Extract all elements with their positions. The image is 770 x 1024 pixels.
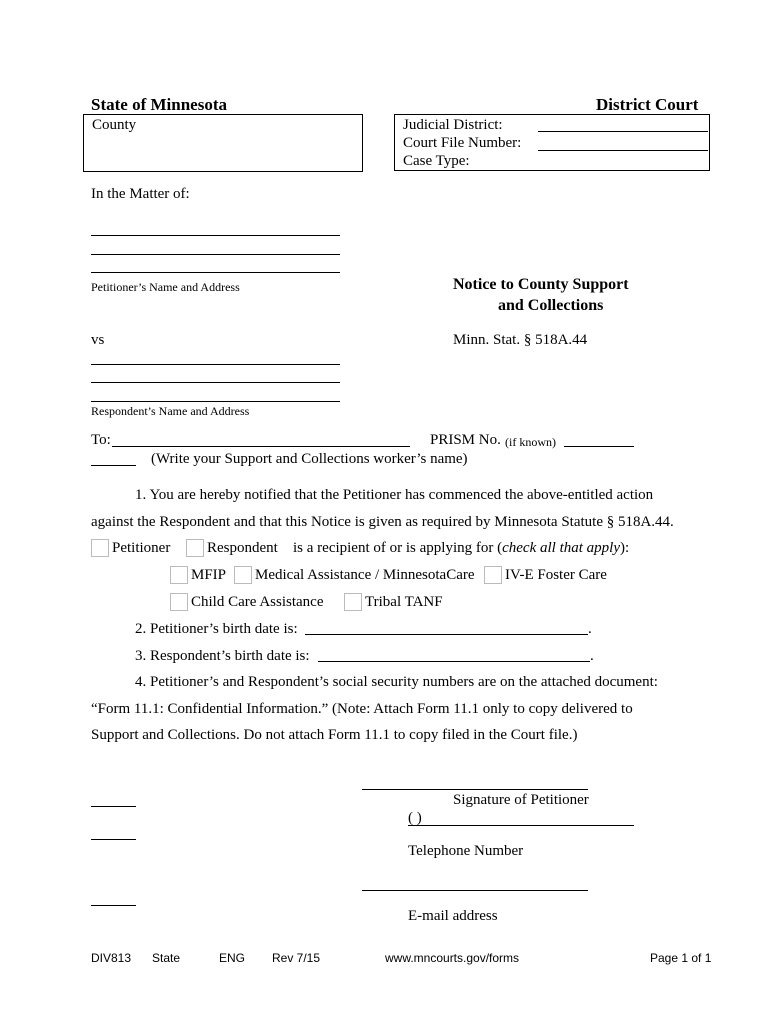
court-title: District Court <box>596 95 699 114</box>
petitioner-birthdate-field[interactable] <box>305 634 588 635</box>
worker-hint: (Write your Support and Collections worker’s name) <box>151 451 468 467</box>
in-the-matter-of: In the Matter of: <box>91 186 190 202</box>
prism-field[interactable] <box>564 446 634 447</box>
foster-care-checkbox[interactable] <box>484 566 502 584</box>
child-care-label: Child Care Assistance <box>191 594 324 610</box>
telephone-field[interactable] <box>408 825 634 826</box>
state-title: State of Minnesota <box>91 95 227 114</box>
child-care-checkbox[interactable] <box>170 593 188 611</box>
petitioner-line-3[interactable] <box>91 272 340 273</box>
court-info-box <box>394 114 710 171</box>
left-blank-3[interactable] <box>91 905 136 906</box>
judicial-district-label: Judicial District: <box>403 117 503 133</box>
item4-line1: 4. Petitioner’s and Respondent’s social security numbers are on the attached document: <box>135 674 658 690</box>
check-all-text: check all that apply <box>502 540 620 556</box>
para1-line2: against the Respondent and that this Notice is given as required by Minnesota Statute § 518A.44. <box>91 514 674 530</box>
county-box[interactable] <box>83 114 363 172</box>
recipient-text-main: is a recipient of or is applying for ( <box>293 540 503 556</box>
court-file-number-field[interactable] <box>538 150 708 151</box>
para1-line1: 1. You are hereby notified that the Petitioner has commenced the above-entitled action <box>135 487 654 503</box>
to-label: To: <box>91 432 111 448</box>
prism-if-known: (if known) <box>505 435 556 449</box>
email-field[interactable] <box>362 890 588 891</box>
recipient-text <box>293 540 629 557</box>
court-file-number-label: Court File Number: <box>403 135 522 151</box>
statute: Minn. Stat. § 518A.44 <box>453 332 588 348</box>
doc-title-line1: Notice to County Support <box>453 276 629 293</box>
footer-lang: ENG <box>219 951 246 965</box>
respondent-line-2[interactable] <box>91 382 340 383</box>
doc-title-line2: and Collections <box>498 297 604 314</box>
footer-page: Page 1 of 1 <box>650 951 712 965</box>
footer-state: State <box>152 951 181 965</box>
left-blank-1[interactable] <box>91 806 136 807</box>
telephone-label: Telephone Number <box>408 843 524 859</box>
phone-area-code: ( ) <box>408 810 422 826</box>
tribal-tanf-label: Tribal TANF <box>365 594 443 610</box>
left-blank-2[interactable] <box>91 839 136 840</box>
item2-label: 2. Petitioner’s birth date is: <box>135 621 298 637</box>
medical-assistance-label: Medical Assistance / MinnesotaCare <box>255 567 475 583</box>
petitioner-caption: Petitioner’s Name and Address <box>91 280 240 294</box>
petitioner-checkbox-label: Petitioner <box>112 540 171 556</box>
petitioner-line-2[interactable] <box>91 254 340 255</box>
respondent-birthdate-field[interactable] <box>318 661 590 662</box>
footer-form-code: DIV813 <box>91 951 132 965</box>
county-label: County <box>92 117 137 133</box>
foster-care-label: IV-E Foster Care <box>505 567 607 583</box>
recipient-text-end: ): <box>620 540 630 556</box>
to-field-continued[interactable] <box>91 465 136 466</box>
prism-label: PRISM No. <box>430 432 501 448</box>
mfip-label: MFIP <box>191 567 227 583</box>
tribal-tanf-checkbox[interactable] <box>344 593 362 611</box>
item3-label: 3. Respondent’s birth date is: <box>135 648 310 664</box>
petitioner-line-1[interactable] <box>91 235 340 236</box>
respondent-line-1[interactable] <box>91 364 340 365</box>
respondent-line-3[interactable] <box>91 401 340 402</box>
judicial-district-field[interactable] <box>538 131 708 132</box>
item3-period: . <box>590 648 594 664</box>
item2-period: . <box>588 621 592 637</box>
respondent-checkbox-label: Respondent <box>207 540 278 556</box>
email-label: E-mail address <box>408 908 498 924</box>
to-field[interactable] <box>112 446 410 447</box>
item4-line2: “Form 11.1: Confidential Information.” (Note: Attach Form 11.1 only to copy delivered to <box>91 701 633 717</box>
respondent-caption: Respondent’s Name and Address <box>91 404 250 418</box>
respondent-checkbox[interactable] <box>186 539 204 557</box>
case-type-label: Case Type: <box>403 153 470 169</box>
signature-label: Signature of Petitioner <box>453 792 589 808</box>
mfip-checkbox[interactable] <box>170 566 188 584</box>
vs-label: vs <box>91 332 105 348</box>
footer-rev: Rev 7/15 <box>272 951 321 965</box>
footer-url[interactable]: www.mncourts.gov/forms <box>385 951 520 965</box>
item4-line3: Support and Collections. Do not attach Form 11.1 to copy filed in the Court file.) <box>91 727 578 743</box>
signature-line[interactable] <box>362 789 588 790</box>
petitioner-checkbox[interactable] <box>91 539 109 557</box>
medical-assistance-checkbox[interactable] <box>234 566 252 584</box>
